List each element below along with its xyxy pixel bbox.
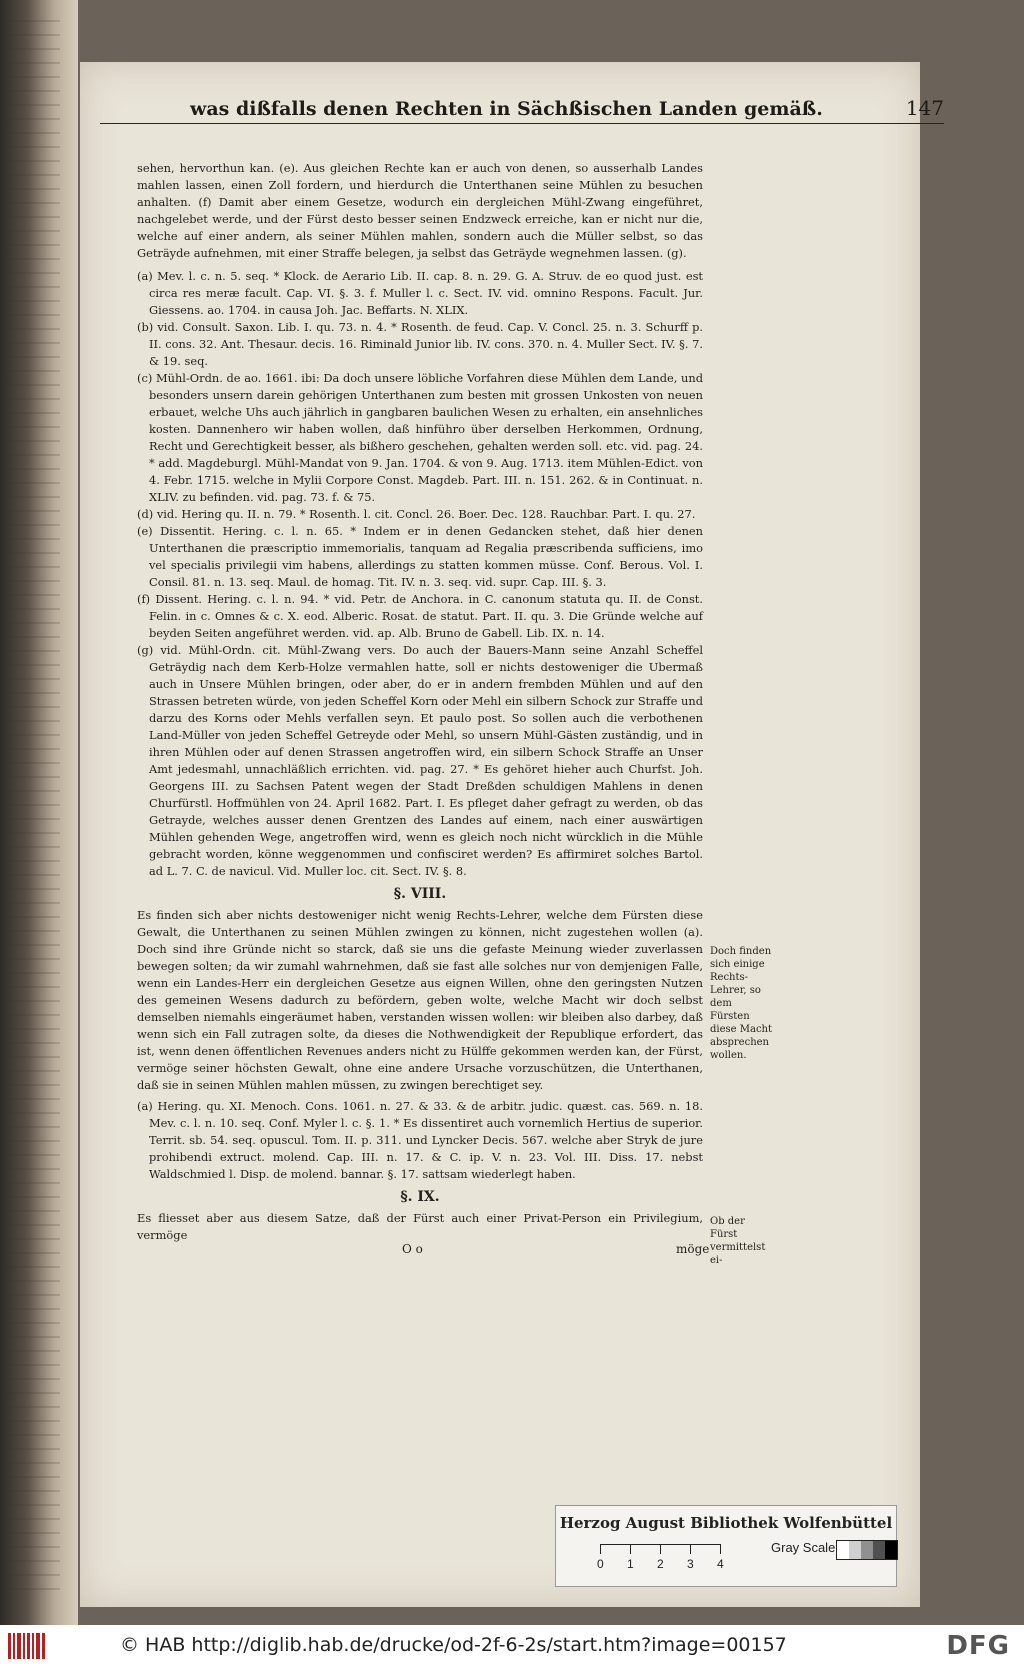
barcode-icon: [8, 1633, 46, 1659]
ruler-scale: [597, 1544, 724, 1571]
footnote: [137, 370, 703, 506]
signature-mark: O o: [402, 1242, 423, 1256]
footnote: [137, 319, 703, 370]
footnote-text: vid. Mühl-Ordn. cit. Mühl-Zwang vers. Do auch der Bauers-Mann seine Anzahl Scheffel Geträydig nach dem Kerb-Holze vermahlen hatte, soll er nichts destoweniger die Ubermaß auch in Unsere Mühlen bringen, oder aber, do er in andern frembden Mühlen und auf den Strassen betreten würde, von jeden Scheffel Korn oder Mehl ein silbern Schock zur Straffe und darzu des Korns oder Mehls verfallen seyn. Et paulo post. So sollen auch die verbothenen Land-Müller von jeden Scheffel Getreyde oder Mehl, so unsern Mühl-Gästen zuständig, und in ihren Mühlen oder auf denen Strassen angetroffen wird, ein silbern Schock Straffe an Unser Amt jedesmahl, unnachläßlich errichten. vid. pag. 27. * Es gehöret hieher auch Churfst. Joh. Georgens III. zu Sachsen Patent wegen der Stadt Dreßden schuldigen Mahlens in denen Churfürstl. Hoffmühlen von 24. April 1682. Part. I. Es pfleget daher gefragt zu werden, ob das Getrayde, welches ausser denen Grentzen des Landes auf einem, nach einer auswärtigen Mühlen gehenden Wege, angetroffen wird, wenn es gleich noch nicht würcklich in die Mühle gebracht worden, könne weggenommen und confisciret werden? Es affirmiret solches Bartol. ad L. 7. C. de navicul. Vid. Muller loc. cit. Sect. IV. §. 8.: [149, 643, 703, 878]
footnote-mark: (d): [137, 507, 154, 521]
dfg-logo: DFG: [946, 1631, 1010, 1661]
archive-scale-card: [555, 1505, 897, 1587]
footnote: [137, 591, 703, 642]
ruler-tick-label: 4: [717, 1557, 724, 1571]
ruler-tick: [630, 1544, 631, 1554]
gray-swatch: [861, 1541, 873, 1559]
footnote-mark: (g): [137, 643, 154, 657]
footnote-text: Mühl-Ordn. de ao. 1661. ibi: Da doch unsere löbliche Vorfahren diese Mühlen dem Lande, und besonders unsern darein gehörigen Unterthanen zum besten mit grossen Unkosten von neuen erbauet, welche Uhs auch jährlich in gangbaren baulichen Wesen zu erhalten, ein ansehnliches kosten. Dannenhero wir haben wollen, daß hinführo über derselben Herkommen, Ordnung, Recht und Gerechtigkeit besser, als bißhero geschehen, gehalten werden soll. etc. vid. pag. 24. * add. Magdeburgl. Mühl-Mandat von 9. Jan. 1704. & von 9. Aug. 1713. item Mühlen-Edict. von 4. Febr. 1715. welche in Mylii Corpore Const. Magdeb. Part. III. n. 151. 262. & in Continuat. n. XLIV. zu befinden. vid. pag. 73. f. & 75.: [149, 371, 704, 504]
gray-scale-swatches: [836, 1540, 898, 1560]
running-head: was dißfalls denen Rechten in Sächßischen Landen gemäß.: [190, 98, 823, 120]
ruler-tick-label: 0: [597, 1557, 604, 1571]
footnote-mark: (a): [137, 1099, 153, 1113]
gray-swatch: [849, 1541, 861, 1559]
footnote: [137, 642, 703, 880]
gray-swatch: [873, 1541, 885, 1559]
library-name: Herzog August Bibliothek Wolfenbüttel: [559, 1514, 893, 1532]
ruler-tick: [690, 1544, 691, 1554]
ruler-tick: [600, 1544, 601, 1554]
footnote: [137, 523, 703, 591]
gray-scale-label: Gray Scale: [771, 1540, 836, 1555]
footnotes-block-2: [137, 1098, 703, 1183]
section-9-paragraph: Es fliesset aber aus diesem Satze, daß der Fürst auch einer Privat-Person ein Privilegium, vermöge: [137, 1211, 703, 1242]
ruler-tick-label: 3: [687, 1557, 694, 1571]
footnote: [137, 1098, 703, 1183]
section-8-title: §. VIII.: [393, 886, 447, 902]
footnote-text: Hering. qu. XI. Menoch. Cons. 1061. n. 27. & 33. & de arbitr. judic. quæst. cas. 569. n. 18. Mev. c. l. n. 10. seq. Conf. Myler l. c. §. 1. * Es dissentiret auch vornemlich Hertius de superior. Territ. sb. 54. seq. opuscul. Tom. II. p. 311. und Lyncker Decis. 567. welche aber Stryk de jure prohibendi extruct. molend. Cap. III. n. 17. & C. ip. V. n. 23. Vol. III. Diss. 17. nebst Waldschmied l. Disp. de molend. bannar. §. 17. sattsam wiederlegt haben.: [149, 1099, 704, 1181]
margin-note-section-8: Doch finden sich einige Rechts-Lehrer, so dem Fürsten diese Macht absprechen wollen.: [710, 946, 773, 1061]
footnotes-block-1: [137, 268, 703, 880]
footnote-mark: (c): [137, 371, 153, 385]
section-8-paragraph: Es finden sich aber nichts destoweniger nicht wenig Rechts-Lehrer, welche dem Fürsten diese Gewalt, die Unterthanen zu seinen Mühlen zwingen zu können, nicht zugestehen wollen (a). Doch sind ihre Gründe nicht so starck, daß sie uns die gefaste Meinung wieder zuverlassen bewegen solten; da wir zumahl wahrnehmen, daß sie fast alle solches nur von demjenigen Falle, wenn ein Landes-Herr ein dergleichen Gesetze aus eignen Willen, ohne den geringsten Nutzen des gemeinen Wesens dadurch zu befördern, geben wolte, welche Macht wir doch selbst demselben niemahls eingeräumet haben, verstanden wissen wollen: wir bleiben also darbey, daß wenn sich ein Fall zutragen solte, da dieses die Nothwendigkeit der Republique erfordert, das ist, wenn denen öffentlichen Revenues anders nicht zu Hülffe gekommen werden kan, der Fürst, vermöge seiner höchsten Gewalt, ohne eine andere Ursache vorzuschützen, die Unterthanen, daß sie in seinen Mühlen mahlen müssen, zu zwingen berechtiget sey.: [137, 908, 703, 1092]
ruler-tick: [660, 1544, 661, 1554]
footnote-text: Dissentit. Hering. c. l. n. 65. * Indem er in denen Gedancken stehet, daß hier denen Unterthanen die præscriptio immemorialis, tanquam ad Regalia præscribenda sufficiens, imo vel specialis privilegii vim habens, allerdings zu statten kommen müsse. Conf. Berous. Vol. I. Consil. 81. n. 13. seq. Maul. de homag. Tit. IV. n. 3. seq. vid. supr. Cap. III. §. 3.: [149, 524, 703, 589]
page-header: [100, 96, 944, 124]
footnote-mark: (a): [137, 269, 153, 283]
main-text-block: [137, 160, 703, 1244]
page-number: 147: [905, 96, 944, 120]
catchword: möge: [676, 1242, 710, 1256]
footnote: [137, 268, 703, 319]
section-9-title: §. IX.: [400, 1189, 440, 1205]
footnote-text: vid. Consult. Saxon. Lib. I. qu. 73. n. 4. * Rosenth. de feud. Cap. V. Concl. 25. n. 3. Schurff p. II. cons. 32. Ant. Thesaur. decis. 16. Riminald Junior lib. IV. cons. 370. n. 4. Muller Sect. IV. §. 7. & 19. seq.: [149, 320, 703, 368]
footnote-text: Mev. l. c. n. 5. seq. * Klock. de Aerario Lib. II. cap. 8. n. 29. G. A. Struv. de eo quod just. est circa res meræ facult. Cap. VI. §. 3. f. Muller l. c. Sect. IV. vid. omnino Respons. Facult. Jur. Giessens. ao. 1704. in causa Joh. Jac. Beffarts. N. XLIX.: [149, 269, 703, 317]
intro-paragraph: sehen, hervorthun kan. (e). Aus gleichen Rechte kan er auch von denen, so ausserhalb Landes mahlen lassen, einen Zoll fordern, und hierdurch die Unterthanen seine Mühlen zu besuchen anhalten. (f) Damit aber einem Gesetze, wodurch ein dergleichen Mühl-Zwang eingeführet, nachgelebet werde, und der Fürst desto besser seinen Endzweck erreiche, kan er nicht nur die, welche auf einer andern, als seiner Mühlen mahlen, sondern auch die Müller selbst, so das Geträyde aufnehmen, mit einer Straffe belegen, ja selbst das Geträyde wegnehmen lassen. (g).: [137, 161, 703, 260]
ruler-tick-label: 1: [627, 1557, 634, 1571]
viewer-footer: [0, 1625, 1024, 1667]
ruler-tick: [720, 1544, 721, 1554]
footnote-mark: (e): [137, 524, 153, 538]
margin-note-section-9: Ob der Fürst vermittelst ei-: [710, 1216, 766, 1266]
ruler-tick-label: 2: [657, 1557, 664, 1571]
previous-page-edge: [0, 20, 60, 1600]
footnote-mark: (f): [137, 592, 151, 606]
footnote-text: Dissent. Hering. c. l. n. 94. * vid. Petr. de Anchora. in C. canonum statuta qu. II. de Const. Felin. in c. Omnes & c. X. eod. Alberic. Rosat. de statut. Part. II. qu. 3. Die Gründe welche auf beyden Seiten angeführet werden. vid. ap. Alb. Bruno de Gabell. Lib. IX. n. 14.: [149, 592, 703, 640]
footnote-text: vid. Hering qu. II. n. 79. * Rosenth. l. cit. Concl. 26. Boer. Dec. 128. Rauchbar. Part. I. qu. 27.: [156, 507, 696, 521]
gray-swatch: [837, 1541, 849, 1559]
source-url[interactable]: © HAB http://diglib.hab.de/drucke/od-2f-6-2s/start.htm?image=00157: [120, 1634, 787, 1656]
gray-swatch: [885, 1541, 897, 1559]
footnote: [137, 506, 703, 523]
footnote-mark: (b): [137, 320, 154, 334]
